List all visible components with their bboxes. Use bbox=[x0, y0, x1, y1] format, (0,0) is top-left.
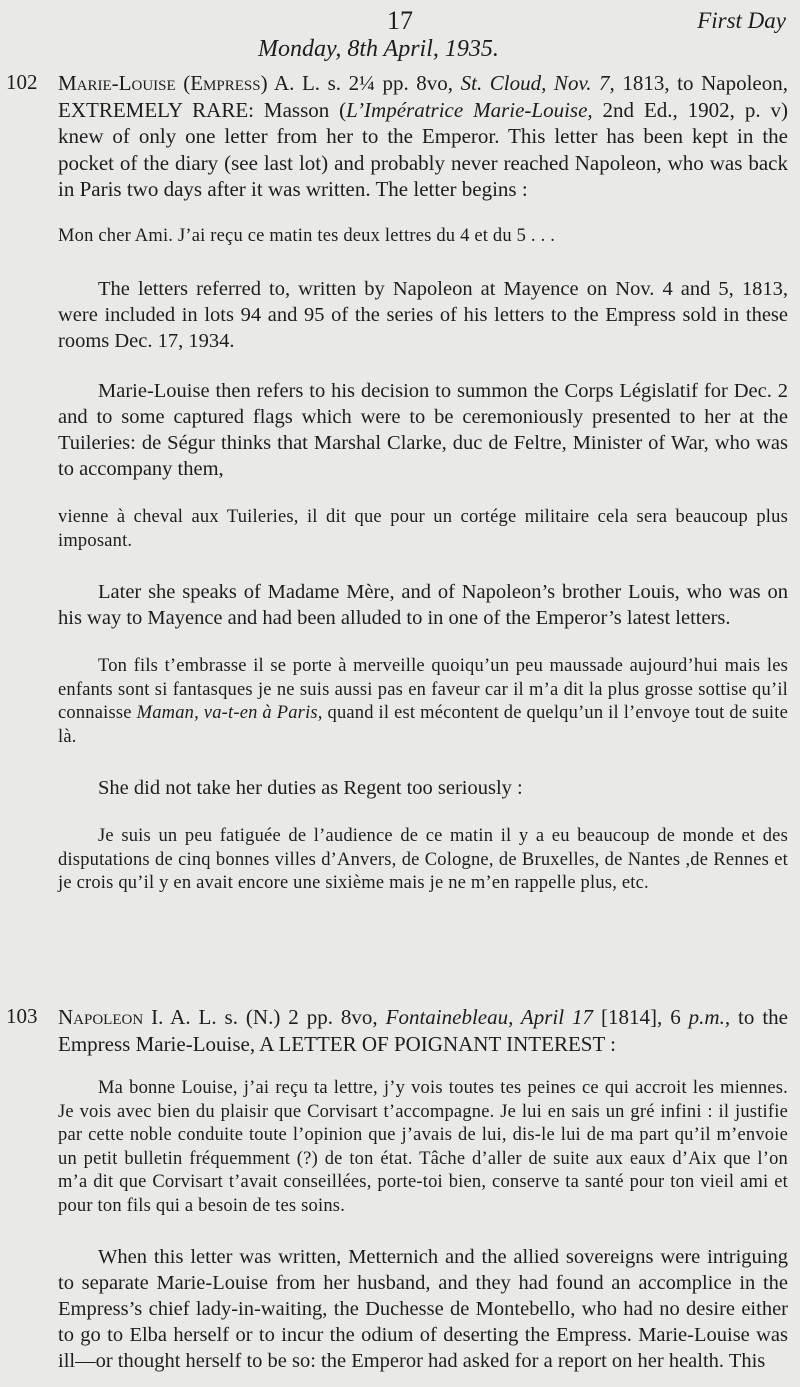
paragraph: She did not take her duties as Regent too seriously : bbox=[98, 777, 523, 799]
lot-heading: Marie-Louise (Empress) A. L. s. 2¼ pp. 8vo, St. Cloud, Nov. 7, 1813, to Napoleon, EXTREMELY RARE: Masson (L’Impératrice Marie-Louise, 2nd Ed., 1902, p. v) knew of only one letter from her to the Emperor. This letter has been kept in the pocket of the diary (see last lot) and probably never reached Napoleon, who was back in Paris two days after it was written. The letter begins : bbox=[58, 71, 788, 201]
quote: Mon cher Ami. J’ai reçu ce matin tes deux lettres du 4 et du 5 . . . bbox=[58, 225, 556, 246]
running-head: First Day bbox=[697, 8, 786, 33]
quote: Ma bonne Louise, j’ai reçu ta lettre, j’y vois toutes tes peines ce qui accroit les miennes. Je vois avec bien du plaisir que Corvisart t’accompagne. Je lui en sais un gré infini : il justifie par cette noble conduite toute l’opinion que j’avais de lui, dis-le lui de ma part qu’il m’envoie un petit bulletin fréquemment (?) de ton état. Tâche d’aller de suite aux eaux d’Aix que l’on m’a dit que Corvisart t’avait conseillées, porte-toi bien, conserve ta santé pour ton vieil ami et pour ton fils qui a besoin de tes soins. bbox=[58, 1078, 788, 1216]
lot-number: 102 bbox=[6, 70, 38, 94]
paragraph: Marie-Louise then refers to his decision to summon the Corps Législatif for Dec. 2 and to some captured flags which were to be ceremoniously presented to her at the Tuileries: de Ségur thinks that Marshal Clarke, duc de Feltre, Minister of War, who was to accompany them, bbox=[58, 380, 788, 480]
lot-number: 103 bbox=[6, 1004, 38, 1028]
lot-title: Marie-Louise (Empress) bbox=[58, 71, 268, 95]
paragraph: When this letter was written, Metternich and the allied sovereigns were intriguing to separate Marie-Louise from her husband, and they had found an accomplice in the Empress’s chief lady-in-waiting, the Duchesse de Montebello, who had no desire either to go to Elba herself or to incur the odium of deserting the Empress. Marie-Louise was ill—or thought herself to be so: the Emperor had asked for a report on her health. This bbox=[58, 1246, 788, 1372]
lot-body bbox=[58, 70, 788, 896]
sale-date: Monday, 8th April, 1935. bbox=[258, 36, 499, 62]
paragraph: Later she speaks of Madame Mère, and of Napoleon’s brother Louis, who was on his way to Mayence and had been alluded to in one of the Emperor’s latest letters. bbox=[58, 581, 788, 629]
quote: Je suis un peu fatiguée de l’audience de ce matin il y a eu beaucoup de monde et des disputations de cinq bonnes villes d’Anvers, de Cologne, de Bruxelles, de Nantes ,de Rennes et je crois qu’il y en avait encore une sixième mais je ne m’en rappelle plus, etc. bbox=[58, 826, 788, 893]
quote: Ton fils t’embrasse il se porte à merveille quoiqu’un peu maussade aujourd’hui mais les enfants sont si fantasques je ne suis aussi pas en faveur car il m’a dit la plus grosse sottise qu’il connaisse Maman, va-t-en à Paris, quand il est mécontent de quelqu’un il l’envoye tout de suite là. bbox=[58, 656, 788, 747]
lot-title: Napoleon I. bbox=[58, 1005, 164, 1029]
lot-heading: Napoleon I. A. L. s. (N.) 2 pp. 8vo, Fontainebleau, April 17 [1814], 6 p.m., to the Empress Marie-Louise, A LETTER OF POIGNANT INTEREST : bbox=[58, 1005, 788, 1056]
quote: vienne à cheval aux Tuileries, il dit que pour un cortége militaire cela sera beaucoup plus imposant. bbox=[58, 507, 788, 551]
lot-body bbox=[58, 1004, 788, 1374]
paragraph: The letters referred to, written by Napoleon at Mayence on Nov. 4 and 5, 1813, were included in lots 94 and 95 of the series of his letters to the Empress sold in these rooms Dec. 17, 1934. bbox=[58, 278, 788, 352]
page-number: 17 bbox=[387, 6, 413, 35]
